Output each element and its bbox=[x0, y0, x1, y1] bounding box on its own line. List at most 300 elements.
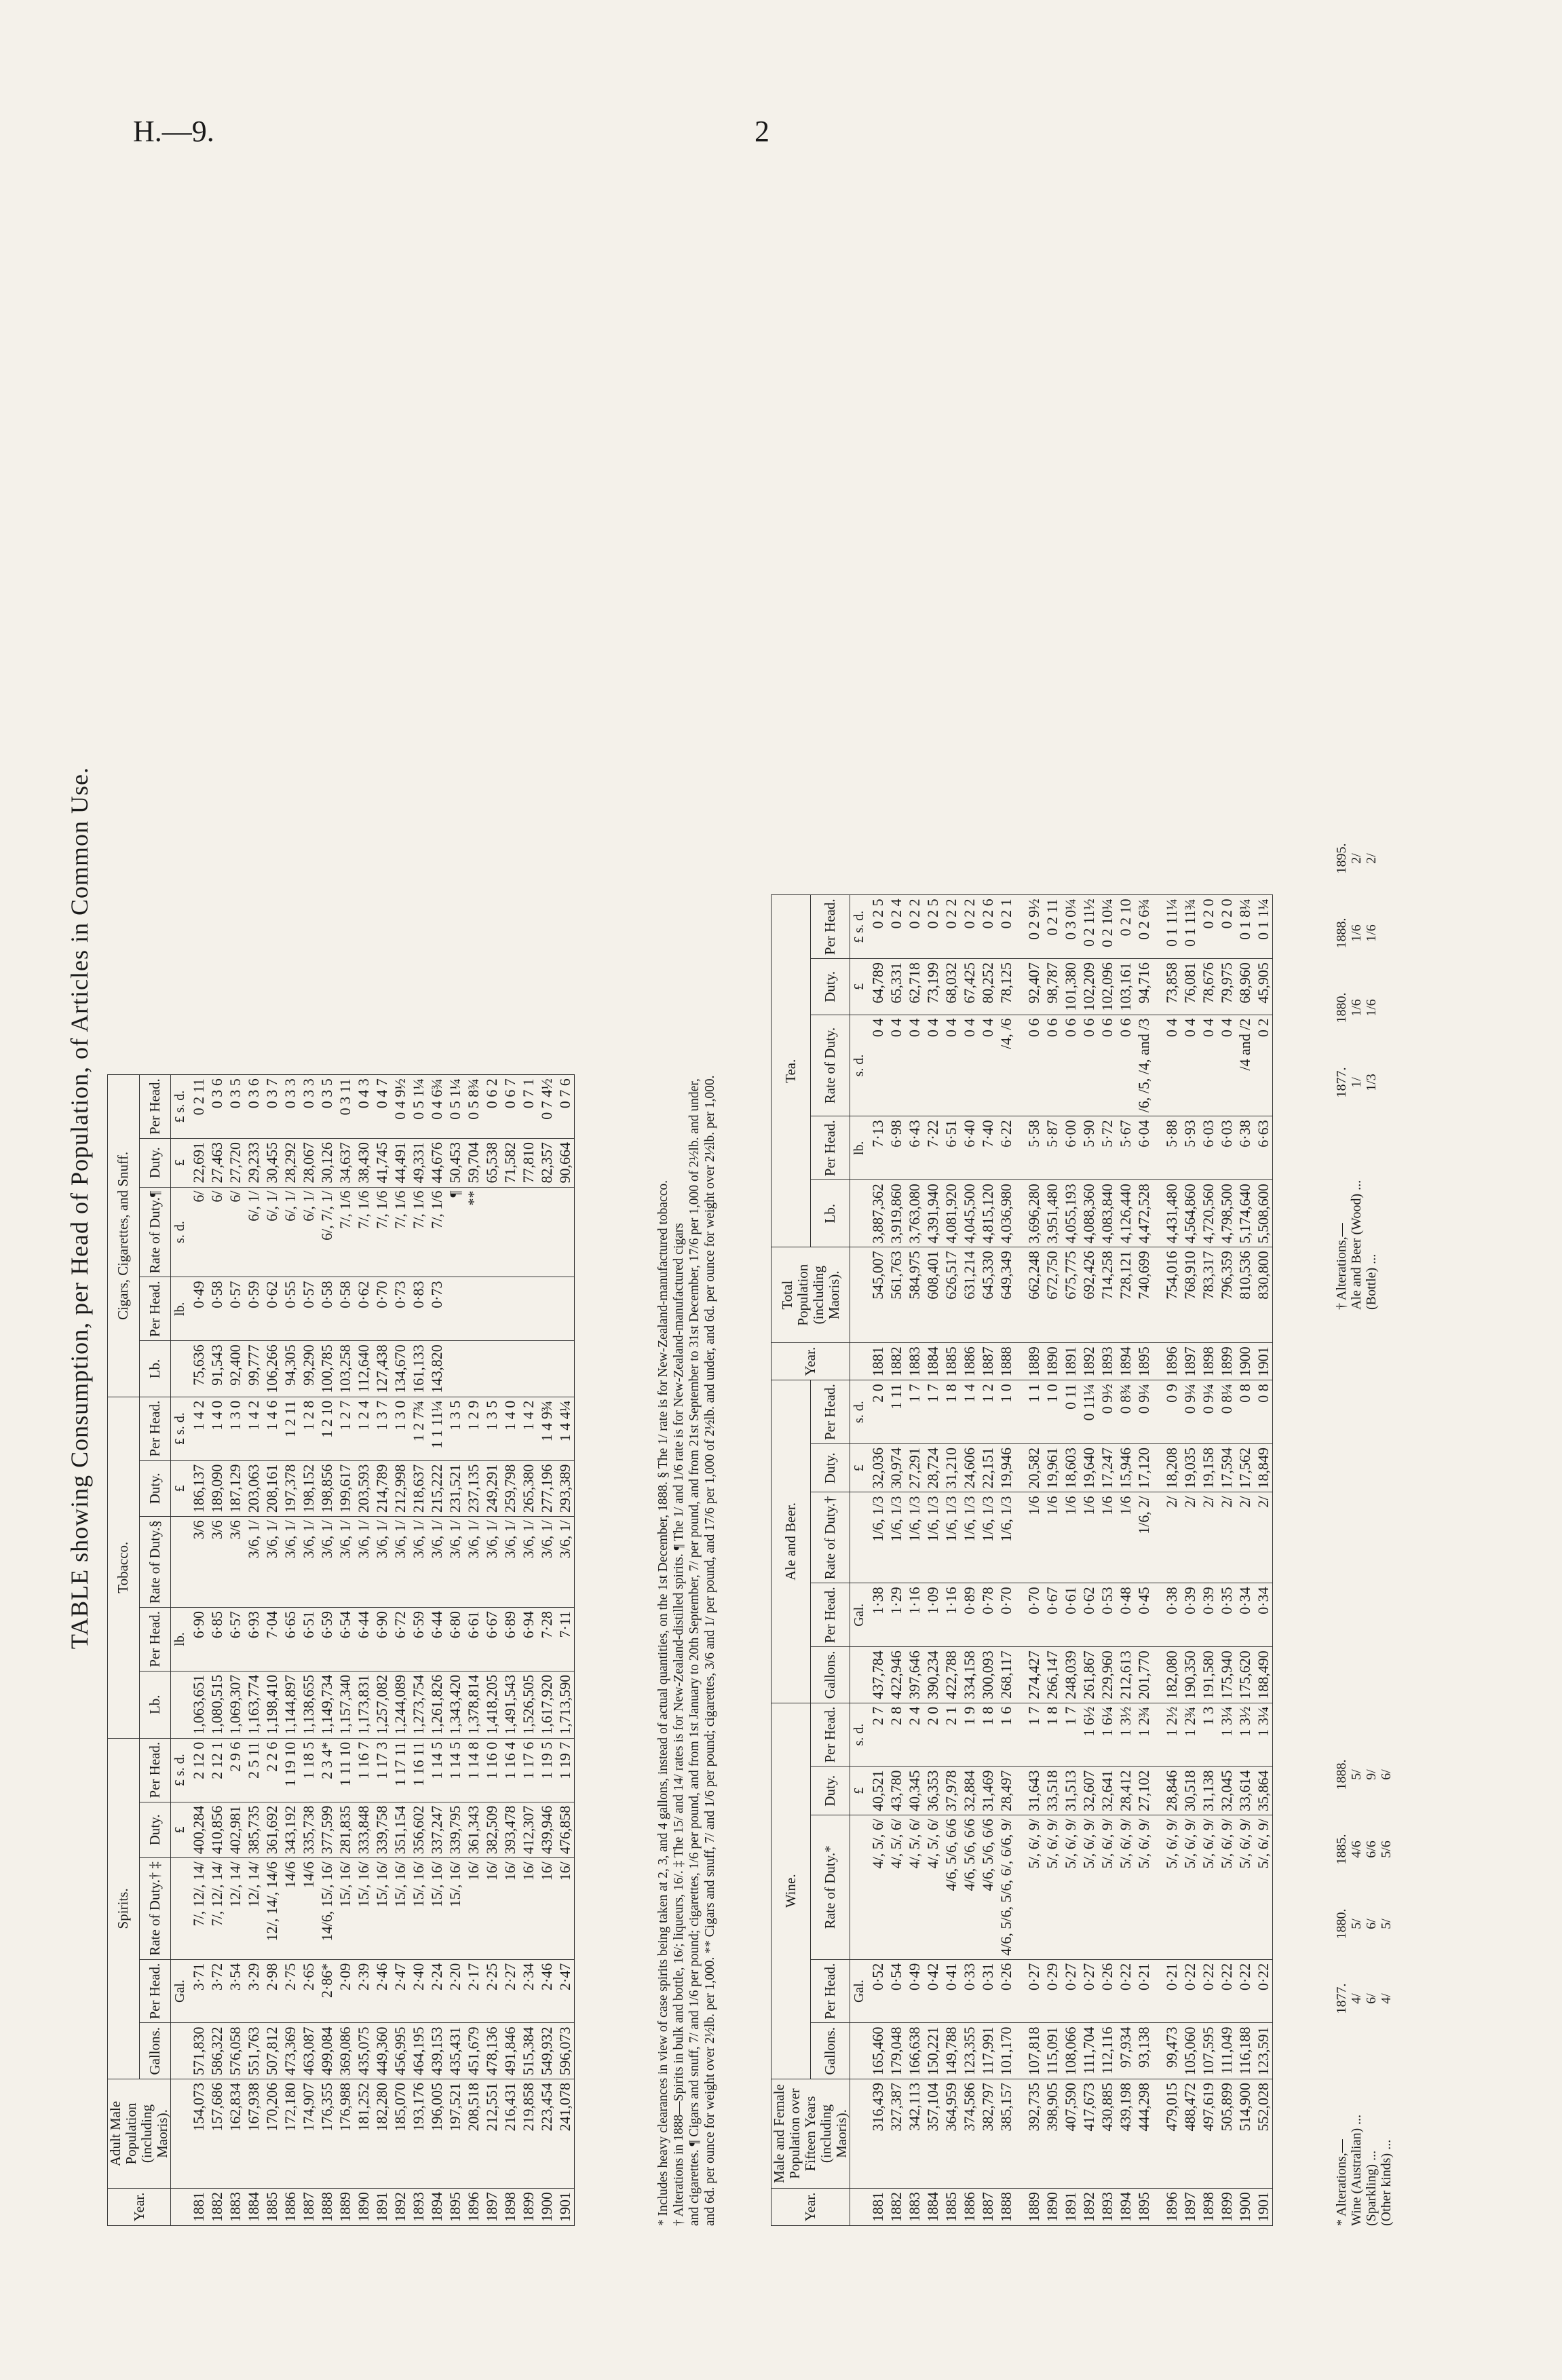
table-row bbox=[208, 1075, 226, 2226]
table-row bbox=[482, 1075, 501, 2226]
table-cell: 1 3¼ bbox=[1217, 1703, 1236, 1767]
alterations-year: 1895. bbox=[1334, 843, 1349, 874]
table-cell: 1881 bbox=[869, 1343, 887, 1380]
table-cell: 198,856 bbox=[318, 1460, 336, 1517]
table-cell: 4/6, 5/6, 6/6 bbox=[942, 1815, 960, 1960]
table-cell: 1 4 2 bbox=[189, 1397, 208, 1460]
table-cell: 342,113 bbox=[905, 2079, 923, 2189]
table-cell: 1 17 3 bbox=[373, 1738, 391, 1802]
table-cell: 102,096 bbox=[1098, 959, 1116, 1015]
table-cell: 16/ bbox=[537, 1858, 556, 1960]
column-header: Year. bbox=[772, 1343, 850, 1380]
table-cell: 422,946 bbox=[887, 1647, 905, 1703]
table-cell: 12/, 14/, 14/6 bbox=[263, 1858, 281, 1960]
table-cell: 631,214 bbox=[960, 1247, 978, 1343]
gap-cell bbox=[1015, 895, 1025, 959]
table-cell: 5/, 6/, 9/ bbox=[1199, 1815, 1217, 1960]
column-header: Per Head. bbox=[139, 1075, 171, 1139]
table-cell: 19,946 bbox=[997, 1444, 1015, 1493]
table-cell: 2/ bbox=[1217, 1492, 1236, 1583]
table-cell: 0·35 bbox=[1217, 1583, 1236, 1647]
table-cell: 1 17 6 bbox=[519, 1738, 537, 1802]
table-cell: 1 18 5 bbox=[299, 1738, 318, 1802]
table-cell: /4, /6 bbox=[997, 1015, 1015, 1116]
unit-cell: £ s. d. bbox=[171, 1075, 190, 1139]
table-cell: 662,248 bbox=[1025, 1247, 1043, 1343]
table-cell: 2 7 bbox=[869, 1703, 887, 1767]
alterations-value: 6/6 bbox=[1364, 1840, 1379, 1858]
table-cell: 7·22 bbox=[923, 1116, 942, 1180]
table-cell: 165,460 bbox=[869, 2023, 887, 2079]
table-cell: 75,636 bbox=[189, 1341, 208, 1397]
table-cell: 5·87 bbox=[1043, 1116, 1061, 1180]
table-cell: 382,509 bbox=[482, 1802, 501, 1858]
table-cell: 2 8 bbox=[887, 1703, 905, 1767]
table-cell: 0 2 11 bbox=[1043, 895, 1061, 959]
table-cell: 1 2¾ bbox=[1135, 1703, 1153, 1767]
table-cell: 1893 bbox=[1098, 1343, 1116, 1380]
table-cell: 2 3 4* bbox=[318, 1738, 336, 1802]
table-cell bbox=[482, 1341, 501, 1397]
unit-cell: £ s. d. bbox=[171, 1738, 190, 1802]
table-cell: 343,192 bbox=[281, 1802, 299, 1858]
table-cell: 28,724 bbox=[923, 1444, 942, 1493]
table-cell: 150,221 bbox=[923, 2023, 942, 2079]
table-cell: 1901 bbox=[556, 2189, 575, 2226]
row-gap bbox=[1153, 895, 1162, 2226]
table-cell: 193,176 bbox=[409, 2079, 427, 2189]
unit-cell bbox=[171, 1858, 190, 1960]
table-cell: 0·41 bbox=[942, 1959, 960, 2023]
table-cell: 115,091 bbox=[1043, 2023, 1061, 2079]
table-cell: 435,075 bbox=[354, 2023, 373, 2079]
table-cell: 4,083,840 bbox=[1098, 1180, 1116, 1247]
table-cell: 16/ bbox=[464, 1858, 482, 1960]
table-cell: 0·70 bbox=[997, 1583, 1015, 1647]
table-cell: 103,161 bbox=[1116, 959, 1135, 1015]
table-cell: 219,858 bbox=[519, 2079, 537, 2189]
table-cell: 15/, 16/ bbox=[336, 1858, 354, 1960]
table-cell: 1899 bbox=[1217, 2189, 1236, 2226]
table-cell: 196,005 bbox=[427, 2079, 446, 2189]
table-cell: 1898 bbox=[501, 2189, 519, 2226]
consumption-table-spirits-tobacco bbox=[107, 1074, 575, 2226]
table-cell: 1/6, 1/3 bbox=[960, 1492, 978, 1583]
table-cell: 1·09 bbox=[923, 1583, 942, 1647]
table-cell: 24,606 bbox=[960, 1444, 978, 1493]
table-cell: 7/, 1/6 bbox=[409, 1187, 427, 1277]
table-cell: ** bbox=[464, 1187, 482, 1277]
table-cell: 464,195 bbox=[409, 2023, 427, 2079]
table-cell: 2·86* bbox=[318, 1959, 336, 2023]
table-cell: 0·27 bbox=[1080, 1959, 1098, 2023]
table-cell: 1/6, 1/3 bbox=[978, 1492, 997, 1583]
table-row bbox=[556, 1075, 575, 2226]
table-cell: 1 4 0 bbox=[208, 1397, 226, 1460]
table-cell: 212,998 bbox=[391, 1460, 409, 1517]
table-cell: 549,932 bbox=[537, 2023, 556, 2079]
table-cell: 1 3 0 bbox=[391, 1397, 409, 1460]
column-header-row bbox=[139, 1075, 171, 2226]
table-cell: 0 4 7 bbox=[373, 1075, 391, 1139]
table-cell: 73,858 bbox=[1162, 959, 1181, 1015]
table-cell: 0 9½ bbox=[1098, 1380, 1116, 1444]
table-cell: 6·85 bbox=[208, 1607, 226, 1671]
table-cell: 6·59 bbox=[318, 1607, 336, 1671]
table-cell: 3/6 bbox=[208, 1517, 226, 1608]
table-cell: 1/6, 1/3 bbox=[923, 1492, 942, 1583]
table-cell: 2/ bbox=[1181, 1492, 1199, 1583]
table-cell: 1 8 bbox=[978, 1703, 997, 1767]
table-row bbox=[1116, 895, 1135, 2226]
table-cell: 166,638 bbox=[905, 2023, 923, 2079]
table-cell: 6/, 1/ bbox=[281, 1187, 299, 1277]
table-cell: 1 3 0 bbox=[226, 1397, 244, 1460]
table-cell: 93,138 bbox=[1135, 2023, 1153, 2079]
unit-cell bbox=[171, 2079, 190, 2189]
table-cell: 59,704 bbox=[464, 1139, 482, 1188]
table-row bbox=[373, 1075, 391, 2226]
table-cell: 241,078 bbox=[556, 2079, 575, 2189]
table-cell: 5/, 6/, 9/ bbox=[1181, 1815, 1199, 1960]
table-cell: 6·67 bbox=[482, 1607, 501, 1671]
table-cell: 0 4 bbox=[1162, 1015, 1181, 1116]
table-cell: 107,595 bbox=[1199, 2023, 1217, 2079]
unit-cell bbox=[850, 1815, 869, 1960]
column-header: Duty. bbox=[811, 1444, 850, 1493]
table-cell: 259,798 bbox=[501, 1460, 519, 1517]
table-cell: 1885 bbox=[942, 1343, 960, 1380]
column-header: Rate of Duty. bbox=[811, 1015, 850, 1116]
alterations-value: 1/6 bbox=[1364, 999, 1379, 1017]
table-cell: 476,858 bbox=[556, 1802, 575, 1858]
table-cell: 385,157 bbox=[997, 2079, 1015, 2189]
table-cell: 2/ bbox=[1199, 1492, 1217, 1583]
column-header: Duty. bbox=[811, 959, 850, 1015]
unit-cell bbox=[171, 1671, 190, 1738]
table-row bbox=[978, 895, 997, 2226]
table-cell: 2·27 bbox=[501, 1959, 519, 2023]
table-cell: 6·72 bbox=[391, 1607, 409, 1671]
table-cell: 248,039 bbox=[1061, 1647, 1080, 1703]
table-cell: 1885 bbox=[942, 2189, 960, 2226]
table-cell: 43,780 bbox=[887, 1767, 905, 1815]
table-cell: 1,144,897 bbox=[281, 1671, 299, 1738]
table-cell: 1897 bbox=[1181, 1343, 1199, 1380]
table-cell: 1/6, 1/3 bbox=[905, 1492, 923, 1583]
table-cell: 339,795 bbox=[446, 1802, 464, 1858]
table-cell: 1898 bbox=[1199, 1343, 1217, 1380]
table-cell: 73,199 bbox=[923, 959, 942, 1015]
table-cell: 277,196 bbox=[537, 1460, 556, 1517]
table-cell: 1,157,340 bbox=[336, 1671, 354, 1738]
column-header: Male and Female Population over Fifteen Years (including Maoris). bbox=[772, 2079, 850, 2189]
column-header: Rate of Duty.§ bbox=[139, 1517, 171, 1608]
table-cell: 67,425 bbox=[960, 959, 978, 1015]
table-row bbox=[1254, 895, 1273, 2226]
table-cell: 161,133 bbox=[409, 1341, 427, 1397]
gap-cell bbox=[1015, 1343, 1025, 1380]
table-cell: 0 4 bbox=[1199, 1015, 1217, 1116]
alterations-year: 1888. bbox=[1334, 918, 1349, 949]
table-cell: 4,798,500 bbox=[1217, 1180, 1236, 1247]
table-cell: 3·54 bbox=[226, 1959, 244, 2023]
table-cell: 5·90 bbox=[1080, 1116, 1098, 1180]
table-cell: 181,252 bbox=[354, 2079, 373, 2189]
table-cell: 1/6 bbox=[1043, 1492, 1061, 1583]
table-cell: 3,763,080 bbox=[905, 1180, 923, 1247]
table-cell: 12/, 14/ bbox=[244, 1858, 263, 1960]
table-cell: 17,247 bbox=[1098, 1444, 1116, 1493]
column-header: Year. bbox=[772, 2189, 850, 2226]
table-cell: 5·72 bbox=[1098, 1116, 1116, 1180]
alterations-value: 6/ bbox=[1379, 1769, 1394, 1780]
alterations-value: 1/ bbox=[1349, 1077, 1364, 1088]
table-cell: 334,158 bbox=[960, 1647, 978, 1703]
table-cell: 0 4 bbox=[923, 1015, 942, 1116]
table-cell: 20,582 bbox=[1025, 1444, 1043, 1493]
alterations-value: 4/6 bbox=[1349, 1840, 1364, 1858]
table-cell: 1/6 bbox=[1025, 1492, 1043, 1583]
table-cell: 439,153 bbox=[427, 2023, 446, 2079]
alterations-value: 5/6 bbox=[1379, 1840, 1394, 1858]
table-cell: 1/6 bbox=[1098, 1492, 1116, 1583]
table-cell: 32,884 bbox=[960, 1767, 978, 1815]
table-cell: 1 3 5 bbox=[446, 1397, 464, 1460]
footnote-line: † Alterations in 1888—Spirits in bulk and bottle, 16/; liqueurs, 16/. ‡ The 15/ and 14/ rates is for New-Zealand-distilled spirits. ¶ The 1/ and 1/6 rate is for New-Zealand-manufactured cigars bbox=[672, 1223, 686, 2226]
table-cell: 444,298 bbox=[1135, 2079, 1153, 2189]
table-cell: 31,643 bbox=[1025, 1767, 1043, 1815]
table-cell: 19,158 bbox=[1199, 1444, 1217, 1493]
table-cell: 5/, 6/, 9/ bbox=[1116, 1815, 1135, 1960]
table-cell: 0·21 bbox=[1135, 1959, 1153, 2023]
table-cell: 3/6, 1/ bbox=[354, 1517, 373, 1608]
table-row bbox=[464, 1075, 482, 2226]
table-cell: 0·53 bbox=[1098, 1583, 1116, 1647]
table-cell: 32,045 bbox=[1217, 1767, 1236, 1815]
table-cell: 645,330 bbox=[978, 1247, 997, 1343]
table-cell: 15/, 16/ bbox=[446, 1858, 464, 1960]
table-cell: 1 4 6 bbox=[263, 1397, 281, 1460]
group-header-row bbox=[772, 895, 811, 2226]
table-cell: 31,210 bbox=[942, 1444, 960, 1493]
table-cell: 0 4 bbox=[942, 1015, 960, 1116]
table-cell: 2·34 bbox=[519, 1959, 537, 2023]
table-cell: 0·70 bbox=[1025, 1583, 1043, 1647]
table-cell: 108,066 bbox=[1061, 2023, 1080, 2079]
table-cell: 5·93 bbox=[1181, 1116, 1199, 1180]
table-cell: 0 1 8¼ bbox=[1236, 895, 1254, 959]
table-cell: 0 8 bbox=[1254, 1380, 1273, 1444]
table-cell: 830,800 bbox=[1254, 1247, 1273, 1343]
table-cell: 27,291 bbox=[905, 1444, 923, 1493]
table-cell bbox=[501, 1341, 519, 1397]
table-cell: 214,789 bbox=[373, 1460, 391, 1517]
table-cell: 1,257,082 bbox=[373, 1671, 391, 1738]
column-header: Gallons. bbox=[811, 1647, 850, 1703]
table-cell: 68,032 bbox=[942, 959, 960, 1015]
table-cell: 377,599 bbox=[318, 1802, 336, 1858]
table-cell: 116,188 bbox=[1236, 2023, 1254, 2079]
table-cell: 19,961 bbox=[1043, 1444, 1061, 1493]
table-cell: 0 9 bbox=[1162, 1380, 1181, 1444]
table-cell: 2·20 bbox=[446, 1959, 464, 2023]
table-cell: 1/6 bbox=[1061, 1492, 1080, 1583]
table-cell: 1,163,774 bbox=[244, 1671, 263, 1738]
table-cell: 0 4 3 bbox=[354, 1075, 373, 1139]
table-title: TABLE showing Consumption, per Head of Population, of Articles in Common Use. bbox=[66, 767, 93, 1650]
table-cell: 714,258 bbox=[1098, 1247, 1116, 1343]
table-cell: 456,995 bbox=[391, 2023, 409, 2079]
table-cell: 0 2 1 bbox=[997, 895, 1015, 959]
table-cell: 0·42 bbox=[923, 1959, 942, 2023]
table-cell: 5/, 6/, 9/ bbox=[1043, 1815, 1061, 1960]
table-cell: 6·90 bbox=[373, 1607, 391, 1671]
table-cell: 112,640 bbox=[354, 1341, 373, 1397]
table-cell: 1 1 bbox=[1025, 1380, 1043, 1444]
table-cell: 176,988 bbox=[336, 2079, 354, 2189]
gap-cell bbox=[1153, 1767, 1162, 1815]
table-cell: 0 2 10 bbox=[1116, 895, 1135, 959]
table-cell: 6·80 bbox=[446, 1607, 464, 1671]
table-cell: 4/, 5/, 6/ bbox=[905, 1815, 923, 1960]
table-cell: 0·62 bbox=[1080, 1583, 1098, 1647]
table-cell: 3/6, 1/ bbox=[409, 1517, 427, 1608]
table-cell: 1 4 9¾ bbox=[537, 1397, 556, 1460]
table-cell: 0 2 6 bbox=[978, 895, 997, 959]
table-cell: 0 4 bbox=[978, 1015, 997, 1116]
table-cell: 44,676 bbox=[427, 1139, 446, 1188]
table-cell: 3,696,280 bbox=[1025, 1180, 1043, 1247]
table-cell: 1 19 10 bbox=[281, 1738, 299, 1802]
table-cell: 3/6, 1/ bbox=[299, 1517, 318, 1608]
table-cell bbox=[464, 1277, 482, 1341]
table-cell: 30,126 bbox=[318, 1139, 336, 1188]
gap-cell bbox=[1153, 2189, 1162, 2226]
table-cell: 1887 bbox=[299, 2189, 318, 2226]
table-cell: 30,974 bbox=[887, 1444, 905, 1493]
table-cell: 649,349 bbox=[997, 1247, 1015, 1343]
table-cell bbox=[556, 1187, 575, 1277]
table-cell: 2·24 bbox=[427, 1959, 446, 2023]
table-cell: 4/6, 5/6, 5/6, 6/, 6/6, 9/ bbox=[997, 1815, 1015, 1960]
table-cell: 28,412 bbox=[1116, 1767, 1135, 1815]
gap-cell bbox=[1153, 1116, 1162, 1180]
table-cell: 1,149,734 bbox=[318, 1671, 336, 1738]
table-cell: 3/6, 1/ bbox=[464, 1517, 482, 1608]
table-cell: 35,864 bbox=[1254, 1767, 1273, 1815]
gap-cell bbox=[1015, 959, 1025, 1015]
table-cell: 0 2 10¼ bbox=[1098, 895, 1116, 959]
table-row bbox=[1236, 895, 1254, 2226]
table-cell: 1891 bbox=[373, 2189, 391, 2226]
table-cell: 393,478 bbox=[501, 1802, 519, 1858]
table-cell: 28,067 bbox=[299, 1139, 318, 1188]
alterations-year: 1880. bbox=[1334, 992, 1349, 1023]
gap-cell bbox=[1015, 1703, 1025, 1767]
table-cell: 0 7 6 bbox=[556, 1075, 575, 1139]
unit-cell: lb. bbox=[171, 1607, 190, 1671]
table-cell: 1,526,505 bbox=[519, 1671, 537, 1738]
table-cell: 40,345 bbox=[905, 1767, 923, 1815]
alterations-item-name: Ale and Beer (Wood) ... bbox=[1349, 1179, 1364, 1310]
gap-cell bbox=[1153, 1247, 1162, 1343]
table-cell: 6·61 bbox=[464, 1607, 482, 1671]
table-cell: 103,258 bbox=[336, 1341, 354, 1397]
table-cell: 65,331 bbox=[887, 959, 905, 1015]
table-cell: 36,353 bbox=[923, 1767, 942, 1815]
table-cell: 728,121 bbox=[1116, 1247, 1135, 1343]
unit-cell bbox=[171, 1341, 190, 1397]
table-cell: 7/, 1/6 bbox=[336, 1187, 354, 1277]
table-cell: 1901 bbox=[1254, 2189, 1273, 2226]
gap-cell bbox=[1015, 1767, 1025, 1815]
table-cell: 1884 bbox=[923, 1343, 942, 1380]
table-cell: 12/, 14/ bbox=[226, 1858, 244, 1960]
unit-cell bbox=[850, 2023, 869, 2079]
table-cell: 7/, 1/6 bbox=[427, 1187, 446, 1277]
table-cell: 33,614 bbox=[1236, 1767, 1254, 1815]
table-cell: 7·28 bbox=[537, 1607, 556, 1671]
table-cell: 1 3 7 bbox=[373, 1397, 391, 1460]
column-header: Duty. bbox=[139, 1139, 171, 1188]
table-cell: 237,135 bbox=[464, 1460, 482, 1517]
table-cell: 0 3 6 bbox=[244, 1075, 263, 1139]
table-cell: 2/ bbox=[1254, 1492, 1273, 1583]
table-cell: 1 14 8 bbox=[464, 1738, 482, 1802]
table-cell: 2·40 bbox=[409, 1959, 427, 2023]
column-header: Rate of Duty.† bbox=[811, 1492, 850, 1583]
table-cell: 1·16 bbox=[905, 1583, 923, 1647]
table-cell: 5/, 6/, 9/ bbox=[1061, 1815, 1080, 1960]
table-row bbox=[1043, 895, 1061, 2226]
table-row bbox=[427, 1075, 446, 2226]
unit-cell: £ bbox=[171, 1460, 190, 1517]
table-cell: 6·98 bbox=[887, 1116, 905, 1180]
table-cell: 6/ bbox=[226, 1187, 244, 1277]
table-cell: 4/, 5/, 6/ bbox=[887, 1815, 905, 1960]
table-cell: 16/ bbox=[482, 1858, 501, 1960]
footnote-line: * Includes heavy clearances in view of case spirits being taken at 2, 3, and 4 gallons, instead of actual quantities, on the 1st December, 1888. § The 1/ rate is for New-Zealand-manufactured tobacco. bbox=[656, 1180, 670, 2226]
table-cell: 123,355 bbox=[960, 2023, 978, 2079]
table-cell: 15/, 16/ bbox=[409, 1858, 427, 1960]
table-cell: 223,454 bbox=[537, 2079, 556, 2189]
table-cell: 78,676 bbox=[1199, 959, 1217, 1015]
table-cell: 208,518 bbox=[464, 2079, 482, 2189]
table-cell: 19,035 bbox=[1181, 1444, 1199, 1493]
table-cell: 1900 bbox=[537, 2189, 556, 2226]
table-cell: 0 3 6 bbox=[208, 1075, 226, 1139]
table-cell: 0·34 bbox=[1254, 1583, 1273, 1647]
table-cell: 1,418,205 bbox=[482, 1671, 501, 1738]
table-row bbox=[226, 1075, 244, 2226]
table-cell: 515,384 bbox=[519, 2023, 537, 2079]
table-cell: 6·94 bbox=[519, 1607, 537, 1671]
table-cell: 451,679 bbox=[464, 2023, 482, 2079]
table-row bbox=[1061, 895, 1080, 2226]
table-cell: 197,521 bbox=[446, 2079, 464, 2189]
table-cell: 4,036,980 bbox=[997, 1180, 1015, 1247]
table-cell: 497,619 bbox=[1199, 2079, 1217, 2189]
table-cell: 1899 bbox=[1217, 1343, 1236, 1380]
table-cell: 22,151 bbox=[978, 1444, 997, 1493]
unit-cell: £ bbox=[171, 1139, 190, 1188]
table-cell: 4,720,560 bbox=[1199, 1180, 1217, 1247]
table-cell: 261,867 bbox=[1080, 1647, 1098, 1703]
table-cell: 412,307 bbox=[519, 1802, 537, 1858]
table-cell: 1 0 bbox=[997, 1380, 1015, 1444]
table-cell: 1 4 2 bbox=[519, 1397, 537, 1460]
